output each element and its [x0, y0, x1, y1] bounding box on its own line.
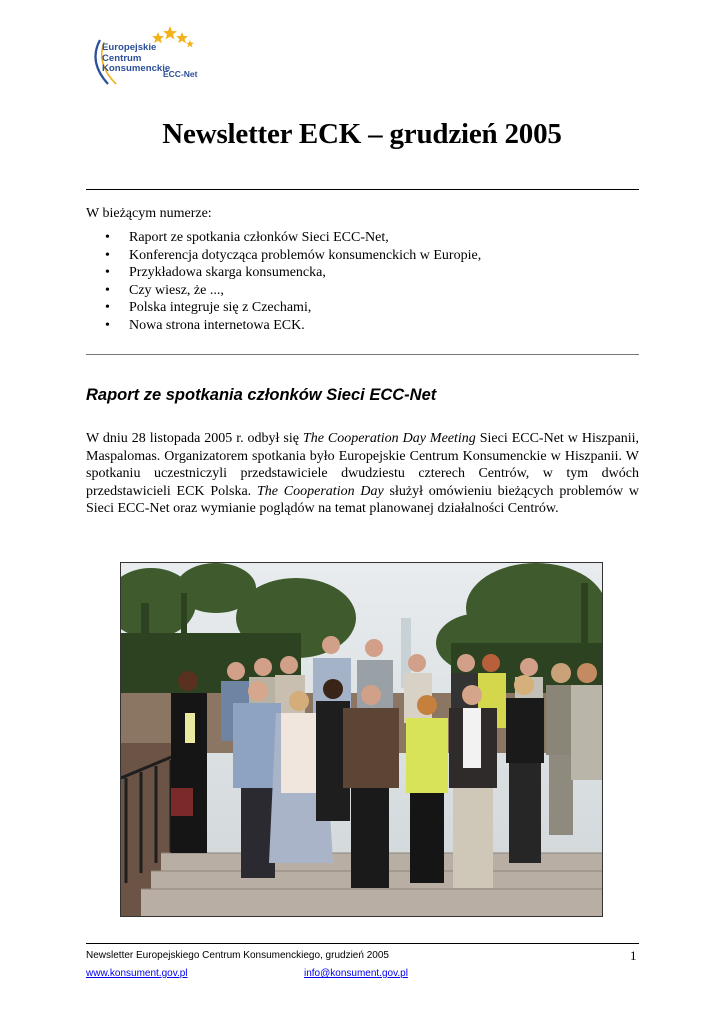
section-paragraph — [86, 430, 639, 518]
bullet-icon: • — [105, 247, 110, 263]
toc-item — [86, 247, 481, 265]
toc-item-label: Czy wiesz, że ..., — [129, 282, 224, 298]
para-text-2: Sieci ECC-Net w Hiszpanii, Maspalomas. Organizatorem spotkania było Europejskie Centrum Konsumenckie w Hiszpanii. W spotkaniu uczestniczyli przedstawiciele dwudziestu czterech Centrów, w tym dwóch przedstawicieli ECK Polska. — [86, 431, 639, 499]
toc-item-label: Przykładowa skarga konsumencka, — [129, 265, 326, 281]
para-event-name-short: The Cooperation Day — [257, 483, 384, 499]
toc-item — [86, 282, 481, 300]
ecc-logo — [86, 24, 198, 86]
bullet-icon: • — [105, 230, 110, 245]
toc-intro: W bieżącym numerze: — [86, 206, 212, 221]
toc-item-label: Raport ze spotkania członków Sieci ECC-Net, — [129, 230, 389, 245]
toc-item — [86, 317, 481, 335]
logo-line-2: Centrum — [102, 52, 142, 64]
toc-item — [86, 299, 481, 317]
bullet-icon: • — [105, 265, 110, 281]
title-divider — [86, 189, 639, 190]
toc-item-label: Polska integruje się z Czechami, — [129, 300, 312, 316]
toc-list — [86, 229, 481, 335]
toc-item — [86, 264, 481, 282]
website-link[interactable]: www.konsument.gov.pl — [86, 968, 188, 979]
para-text-1: W dniu 28 listopada 2005 r. odbył się — [86, 431, 303, 446]
group-photo — [120, 562, 603, 917]
bullet-icon: • — [105, 300, 110, 316]
footer-divider — [86, 943, 639, 944]
para-event-name: The Cooperation Day Meeting — [302, 431, 476, 446]
page-title: Newsletter ECK – grudzień 2005 — [162, 118, 562, 150]
section-heading: Raport ze spotkania członków Sieci ECC-Net — [86, 386, 437, 404]
toc-item — [86, 229, 481, 247]
page-number: 1 — [630, 948, 637, 963]
logo-ecc-net: ECC-Net — [163, 69, 198, 79]
toc-item-label: Konferencja dotycząca problemów konsumenckich w Europie, — [129, 247, 482, 263]
toc-divider — [86, 354, 639, 355]
bullet-icon: • — [105, 317, 110, 333]
para-text-3: służył omówieniu bieżących problemów w Sieci ECC-Net oraz wymianie poglądów na temat planowanej działalności Centrów. — [86, 483, 640, 517]
bullet-icon: • — [105, 282, 110, 298]
email-link[interactable]: info@konsument.gov.pl — [304, 968, 408, 979]
logo-text — [102, 43, 170, 75]
logo-line-3: Konsumenckie — [102, 63, 171, 74]
logo-line-1: Europejskie — [102, 42, 157, 53]
footer-title: Newsletter Europejskiego Centrum Konsumenckiego, grudzień 2005 — [86, 950, 389, 961]
toc-item-label: Nowa strona internetowa ECK. — [129, 317, 305, 333]
